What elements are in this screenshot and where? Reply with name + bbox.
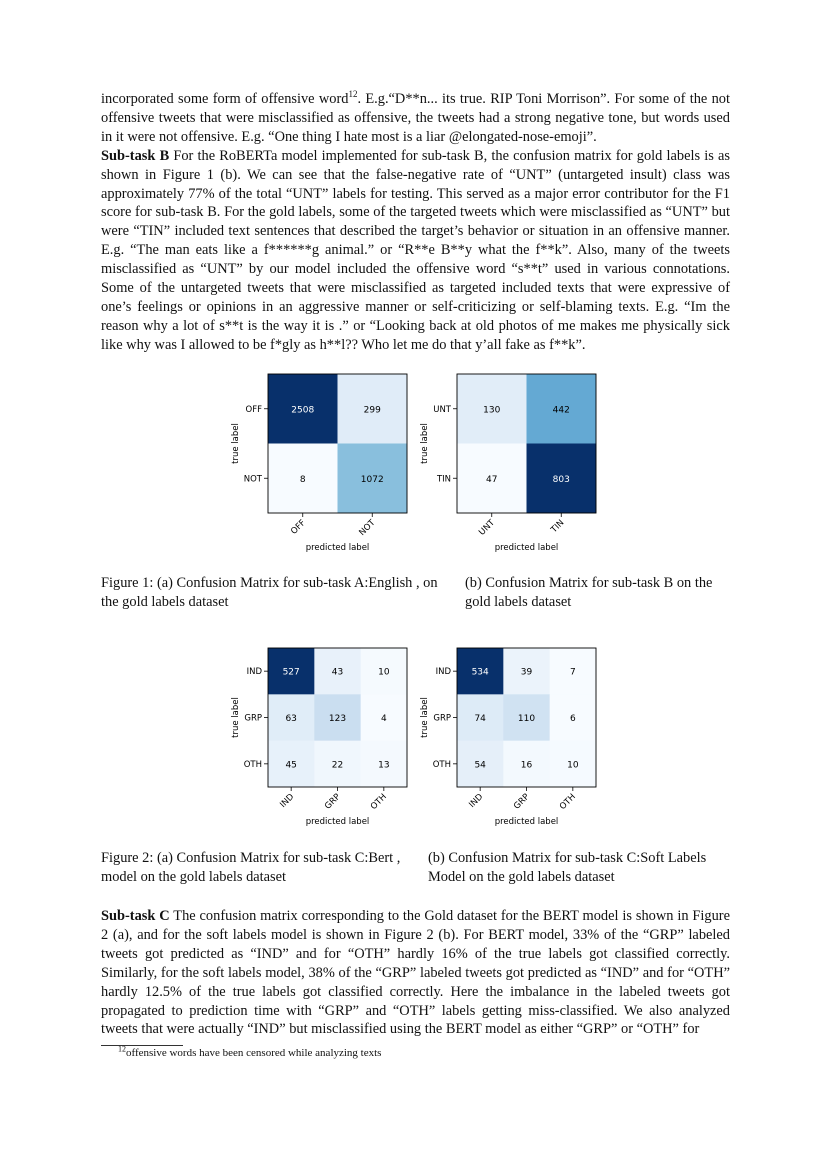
subtask-c-body: The confusion matrix corresponding to the Gold dataset for the BERT model is shown in Figure 2 (a), and for the soft labels model is shown in Figure 2 (b). For BERT model, 33% of the “GRP” labeled tweets got predicted as “IND” and for “OTH” hardly 16% of the true labels got classified correctly. Similarly, for the soft labels model, 38% of the “GRP” labeled tweets got predicted as “IND” and for “OTH” hardly 12.5% of the true labels got classified correctly. Here the imbalance in the labeled tweets got propagated to prediction time with “GRP” and “OTH” labels getting miss-classified. We also analyzed tweets that were actually “IND” but misclassified using the BERT model as either “GRP” or “OTH” for <box>101 908 730 1038</box>
subtask-b-body: For the RoBERTa model implemented for sub-task B, the confusion matrix for gold labels is as shown in Figure 1 (b). We can see that the false-negative rate of “UNT” (untargeted insult) class was approximately 77% of the total “UNT” labels for testing. This served as a major error contributor for the F1 score for sub-task B. For the gold labels, some of the targeted tweets which were misclassified as “UNT” but were “TIN” included text sentences that described the target’s behavior or situation in an offensive manner. E.g. “The man eats like a f******g animal.” or “R**e B**y what the f**k”. Also, many of the tweets misclassified as “UNT” by our model included the offensive word “s**t” used in various connotations. Some of the untargeted tweets that were misclassified as targeted included texts that were expressive of one’s feelings or opinions in an aggressive manner or self-criticizing or self-blaming texts. E.g. “Im the reason why a lot of s**t is the way it is .” or “Looking back at old photos of me makes me physically sick like why was I allowed to be f*gly as h**l?? Who let me do that y’all fake as f**k”. <box>101 147 730 353</box>
confusion-matrix-2a <box>225 642 415 832</box>
y-tick-label: IND <box>435 667 451 678</box>
cell-value-label: 6 <box>569 714 576 724</box>
y-tick-label: OFF <box>245 404 262 415</box>
cell-value-label: 1072 <box>360 474 384 485</box>
cell-value-label: 442 <box>552 405 570 416</box>
x-tick-label: TIN <box>549 518 567 536</box>
cell-value-label: 47 <box>486 474 498 485</box>
x-tick-label: UNT <box>477 518 497 538</box>
x-axis-label: predicted label <box>494 543 559 553</box>
confusion-matrix-1b <box>414 368 604 558</box>
x-tick-label: OTH <box>557 792 578 813</box>
cell-value-label: 803 <box>552 474 570 485</box>
cell-value-label: 527 <box>282 667 300 678</box>
footnote-rule <box>101 1045 183 1046</box>
cell-value-label: 130 <box>483 405 501 416</box>
y-tick-label: OTH <box>243 759 262 770</box>
footnote-text: offensive words have been censored while analyzing texts <box>126 1047 382 1059</box>
cell-value-label: 299 <box>363 405 381 416</box>
x-tick-label: GRP <box>323 792 343 812</box>
confusion-matrix-1a <box>225 368 415 558</box>
y-tick-label: TIN <box>436 474 451 485</box>
y-axis-label: true label <box>420 423 430 464</box>
intro-text-a: incorporated some form of offensive word <box>101 91 349 107</box>
y-tick-label: GRP <box>433 713 451 724</box>
figure2-caption-b: (b) Confusion Matrix for sub-task C:Soft Labels Model on the gold labels dataset <box>428 850 707 885</box>
cell-value-label: 534 <box>471 667 489 678</box>
cell-value-label: 8 <box>299 474 306 485</box>
cell-value-label: 10 <box>378 667 390 678</box>
subtask-c-heading: Sub-task C <box>101 908 170 924</box>
x-tick-label: OTH <box>368 792 389 813</box>
y-tick-label: IND <box>246 667 262 678</box>
y-tick-label: NOT <box>243 474 262 485</box>
subtask-b-heading: Sub-task B <box>101 147 170 164</box>
x-tick-label: OFF <box>289 518 308 537</box>
cell-value-label: 10 <box>567 760 579 771</box>
figure1-caption-b: (b) Confusion Matrix for sub-task B on the gold labels dataset <box>465 575 713 610</box>
footnote-ref: 12 <box>348 89 358 100</box>
cell-value-label: 123 <box>328 714 347 724</box>
y-axis-label: true label <box>231 423 241 464</box>
x-axis-label: predicted label <box>305 543 370 553</box>
footnote <box>118 1044 382 1059</box>
x-tick-label: IND <box>467 792 486 811</box>
y-tick-label: UNT <box>433 404 451 415</box>
cell-value-label: 22 <box>331 760 344 771</box>
confusion-matrix-2b <box>414 642 604 832</box>
cell-value-label: 7 <box>569 667 576 678</box>
footnote-mark: 12 <box>118 1044 126 1054</box>
cell-value-label: 45 <box>285 760 297 771</box>
cell-value-label: 63 <box>285 714 297 724</box>
intro-paragraph <box>101 90 730 355</box>
figure1-caption-a: Figure 1: (a) Confusion Matrix for sub-task A:English , on the gold labels dataset <box>101 575 438 610</box>
subtask-c-paragraph <box>101 907 730 1039</box>
cell-value-label: 13 <box>378 760 390 771</box>
x-tick-label: IND <box>278 792 297 811</box>
cell-value-label: 2508 <box>291 405 315 416</box>
y-tick-label: OTH <box>432 759 451 770</box>
y-tick-label: GRP <box>244 713 262 724</box>
figure2-caption-a: Figure 2: (a) Confusion Matrix for sub-task C:Bert , model on the gold labels dataset <box>101 850 401 885</box>
x-axis-label: predicted label <box>494 817 559 827</box>
intro-text-b: . E.g.“D**n... its true. RIP Toni Morrison”. For some of the not offensive tweets that were misclassified as offensive, the tweets had a strong negative tone, but words used in it were not offensive. E.g. “One thing I hate most is a liar @elongated-nose-emoji”. <box>101 91 730 145</box>
cell-value-label: 43 <box>331 667 344 678</box>
cell-value-label: 16 <box>520 760 533 771</box>
cell-value-label: 4 <box>380 714 387 724</box>
x-tick-label: GRP <box>512 792 532 812</box>
x-tick-label: NOT <box>357 518 378 539</box>
x-axis-label: predicted label <box>305 817 370 827</box>
cell-value-label: 39 <box>520 667 533 678</box>
y-axis-label: true label <box>231 697 241 738</box>
cell-value-label: 74 <box>474 714 486 724</box>
cell-value-label: 110 <box>517 714 536 724</box>
cell-value-label: 54 <box>474 760 486 771</box>
y-axis-label: true label <box>420 697 430 738</box>
